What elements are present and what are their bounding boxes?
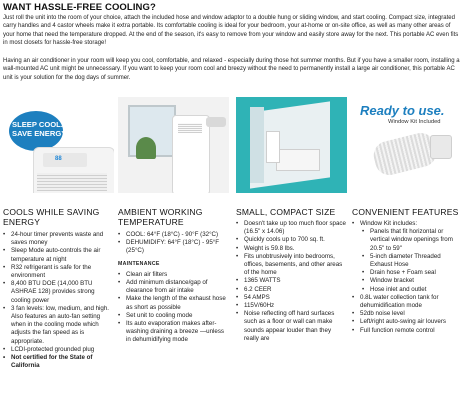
feature-list	[3, 231, 111, 370]
image-room-isometric	[236, 97, 347, 193]
list-item: • Not certified for the State of California	[3, 354, 111, 370]
column-heading: COOLS WHILE SAVING ENERGY	[3, 207, 100, 227]
list-item: • Weight is 59.8 lbs.	[236, 245, 346, 253]
list-item: • 52db noise level	[352, 310, 460, 318]
list-item: • 1365 WATTS	[236, 277, 346, 285]
list-item: • R32 refrigerant is safe for the environment	[3, 264, 111, 280]
list-item: • Window Kit includes:	[352, 220, 460, 228]
ac-vent	[178, 123, 202, 133]
column-heading: AMBIENT WORKING TEMPERATURE	[118, 207, 203, 227]
list-item: • Add minimum distance/gap of clearance from air intake	[118, 279, 230, 295]
list-item: • Window bracket	[352, 277, 460, 285]
image-ac-in-room	[118, 97, 229, 193]
section-title: WANT HASSLE-FREE COOLING?	[3, 2, 156, 13]
ac-vent	[37, 173, 107, 191]
sleep-cool-text: SLEEP COOL. SAVE ENERGY.	[12, 120, 68, 138]
intro-paragraph-2: Having an air conditioner in your room will keep you cool, comfortable, and relaxed - especially during those hot summer months. But if you have a smaller room, installing a wall-mounted AC unit might be unnecessary. If you want to keep your room cool and breezy without the need to permanently install a large air conditioner, this portable AC unit is your solution for the dog days of summer.	[3, 58, 460, 81]
maintenance-subheading: MAINTENANCE	[118, 260, 160, 267]
ready-to-use-headline: Ready to use.	[360, 103, 445, 118]
image-window-kit	[352, 97, 461, 193]
list-item: • Panels that fit horizontal or vertical window openings from 20.5" to 59"	[352, 228, 460, 253]
list-item: • Set unit to cooling mode	[118, 312, 230, 320]
list-item: • 5-inch diameter Threaded Exhaust Hose	[352, 253, 460, 269]
list-item: • Noise reflecting off hard surfaces such as a floor or wall can make sounds appear louder than they really are	[236, 310, 346, 343]
plant-illustration	[136, 137, 156, 159]
list-item: • COOL: 64°F (18°C) - 90°F (32°C)	[118, 231, 230, 239]
list-item: • LCDI-protected grounded plug	[3, 346, 111, 354]
list-item: • Clean air filters	[118, 271, 230, 279]
list-item: • 54 AMPS	[236, 294, 346, 302]
list-item: • Drain hose + Foam seal	[352, 269, 460, 277]
list-item: • Hose inlet and outlet	[352, 286, 460, 294]
bed-illustration	[276, 149, 320, 171]
list-item: • Left/right auto-swing air louvers	[352, 318, 460, 326]
column-heading: CONVENIENT FEATURES	[352, 207, 459, 217]
list-item: • 6.2 CEER	[236, 286, 346, 294]
list-item: • 3 fan levels: low, medium, and high. Also features an auto-fan setting when in the cooling mode which adjusts the fan speed as is appropriate.	[3, 305, 111, 346]
list-item: • 115V/60Hz	[236, 302, 346, 310]
feature-list	[352, 220, 460, 335]
feature-list	[118, 231, 230, 345]
list-item: • Its auto evaporation makes after-washing draining a breeze —unless in dehumidifying mode	[118, 320, 230, 345]
feature-list	[236, 220, 346, 343]
list-item: • Make the length of the exhaust hose as short as possible	[118, 295, 230, 311]
exhaust-hose	[206, 117, 226, 127]
room-wall	[250, 107, 264, 183]
list-item: • Fits unobtrusively into bedrooms, offices, basements, and other areas of the home	[236, 253, 346, 278]
exhaust-hose	[371, 130, 439, 178]
list-item: • DEHUMIDIFY: 64°F (18°C) - 95°F (25°C)	[118, 239, 230, 255]
list-item: • 8,400 BTU DOE (14,000 BTU ASHRAE 128) provides strong cooling power	[3, 280, 111, 305]
image-sleep-cool	[3, 97, 114, 193]
list-item: • 24-hour timer prevents waste and saves money	[3, 231, 111, 247]
intro-paragraph-1: Just roll the unit into the room of your choice, attach the included hose and window adaptor to a double hung or sliding window, and start cooling. Compact size, integrated carry handles and 4 castor wheels make it extra portable. Its comfortable cooling is ideal for your bedroom, your at-home or on-site office, as well as many other areas of your home that need the temperature dropped. At the end of the season, it's easy to remove from your window and easily store away for the next. This portable AC even fits in most closets for hassle-free storage!	[3, 15, 459, 46]
column-heading: SMALL, COMPACT SIZE	[236, 207, 336, 217]
list-item: • Full function remote control	[352, 327, 460, 335]
list-item: • Quickly cools up to 700 sq. ft.	[236, 236, 346, 244]
ac-display-readout: 88	[55, 156, 62, 162]
window-adapter	[430, 135, 452, 159]
ac-unit-illustration	[266, 131, 280, 163]
list-item: • 0.8L water collection tank for dehumidification mode	[352, 294, 460, 310]
ac-control-panel	[43, 153, 87, 167]
window-kit-caption: Window Kit Included	[388, 119, 441, 125]
list-item: • Doesn't take up too much floor space (16.5" x 14.06)	[236, 220, 346, 236]
list-item: • Sleep Mode auto-controls the air temperature at night	[3, 247, 111, 263]
